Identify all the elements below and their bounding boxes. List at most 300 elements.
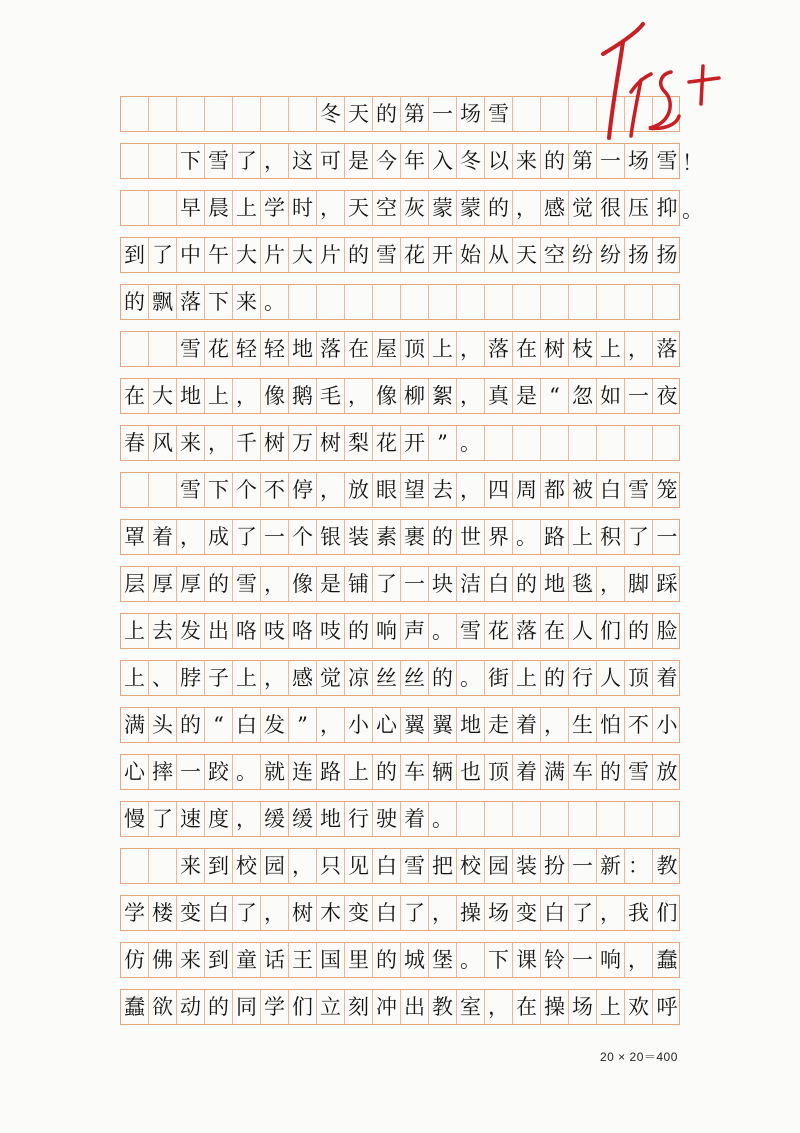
grid-cell: 去 <box>429 473 457 507</box>
grid-cell: 世 <box>457 520 485 554</box>
grid-cell <box>653 802 681 836</box>
grid-cell: 的 <box>429 661 457 695</box>
grid-cell <box>149 332 177 366</box>
grid-cell <box>653 426 681 460</box>
grid-cell: 里 <box>345 943 373 977</box>
grid-cell: 度 <box>205 802 233 836</box>
grid-cell: 白 <box>541 896 569 930</box>
grid-cell: 开 <box>401 426 429 460</box>
grid-cell: 子 <box>205 661 233 695</box>
grid-cell <box>457 802 485 836</box>
grid-cell: 的 <box>345 238 373 272</box>
grid-cell: 。 <box>457 661 485 695</box>
grid-cell: 树 <box>261 426 289 460</box>
grid-cell: 上 <box>121 661 149 695</box>
grid-cell: 呼 <box>656 994 678 1019</box>
grid-cell: ， <box>429 896 457 930</box>
grid-cell: 晨 <box>205 191 233 225</box>
grid-cell: 小 <box>656 712 678 737</box>
grid-cell: 周 <box>513 473 541 507</box>
grid-cell: 咯 <box>289 614 317 648</box>
grid-cell: 响 <box>597 943 625 977</box>
grid-cell: ： <box>625 849 653 883</box>
grid-cell: 的 <box>541 661 569 695</box>
grid-cell: ， <box>261 567 289 601</box>
grid-cell: 一 <box>401 567 429 601</box>
grid-row <box>120 378 680 414</box>
grid-cell <box>345 285 373 319</box>
grid-cell: 入 <box>429 144 457 178</box>
grid-cell: 片 <box>261 238 289 272</box>
grid-cell: 雪 <box>656 148 678 173</box>
grid-cell: 大 <box>149 379 177 413</box>
grid-cell <box>625 802 653 836</box>
grid-cell: 花 <box>373 426 401 460</box>
grid-cell: 蒙 <box>429 191 457 225</box>
grid-cell: 雪 <box>205 144 233 178</box>
grid-cell: 出 <box>205 614 233 648</box>
grid-cell: 四 <box>485 473 513 507</box>
grid-cell <box>121 473 149 507</box>
grid-cell: 街 <box>485 661 513 695</box>
grid-cell: 个 <box>233 473 261 507</box>
grid-cell: ” <box>429 426 457 460</box>
grid-cell <box>513 97 541 131</box>
grid-cell: 素 <box>373 520 401 554</box>
grid-cell: 到 <box>205 849 233 883</box>
grid-cell: 个 <box>289 520 317 554</box>
grid-cell: 童 <box>233 943 261 977</box>
grid-cell: 花 <box>205 332 233 366</box>
grid-cell: ， <box>485 990 513 1024</box>
grid-cell: 成 <box>205 520 233 554</box>
grid-cell: 早 <box>177 191 205 225</box>
grid-cell: 了 <box>233 520 261 554</box>
grid-cell: ， <box>345 379 373 413</box>
grid-cell: 轻 <box>261 332 289 366</box>
grid-cell: 学 <box>261 191 289 225</box>
grid-cell: 着 <box>656 665 678 690</box>
grid-cell: 树 <box>289 896 317 930</box>
grid-cell: ， <box>261 896 289 930</box>
grid-cell: 的 <box>541 144 569 178</box>
grid-cell: 块 <box>429 567 457 601</box>
grid-cell: 都 <box>541 473 569 507</box>
grid-cell <box>121 144 149 178</box>
grid-cell <box>569 426 597 460</box>
grid-cell: ， <box>233 379 261 413</box>
grid-cell: 压 <box>625 191 653 225</box>
margin-overflow-char: ！ <box>682 151 703 175</box>
grid-cell: ， <box>317 473 345 507</box>
grid-cell: 雪 <box>485 97 513 131</box>
grid-cell: 飘 <box>149 285 177 319</box>
grid-row <box>120 989 680 1025</box>
grid-cell: 铃 <box>541 943 569 977</box>
grid-row <box>120 660 680 696</box>
grade-stroke-2 <box>609 42 623 138</box>
grid-cell: 的 <box>345 614 373 648</box>
grid-cell: 的 <box>373 943 401 977</box>
grid-cell: 蒙 <box>457 191 485 225</box>
grid-cell: 冲 <box>373 990 401 1024</box>
grid-cell: 园 <box>485 849 513 883</box>
grid-cell <box>121 97 149 131</box>
grid-cell: 积 <box>597 520 625 554</box>
grid-cell: 地 <box>541 567 569 601</box>
grid-cell: 纷 <box>597 238 625 272</box>
grid-cell: 年 <box>401 144 429 178</box>
grid-cell: 了 <box>569 896 597 930</box>
grid-cell: 脸 <box>656 618 678 643</box>
grid-cell: 。 <box>429 614 457 648</box>
grid-cell <box>289 97 317 131</box>
grid-cell: 一 <box>656 524 678 549</box>
grid-cell: 开 <box>429 238 457 272</box>
grid-cell: 灰 <box>401 191 429 225</box>
grid-cell: 着 <box>513 708 541 742</box>
grid-row <box>120 942 680 978</box>
grid-cell: 花 <box>485 614 513 648</box>
grid-cell: ， <box>457 379 485 413</box>
grid-cell: 翼 <box>429 708 457 742</box>
grid-cell: 上 <box>513 661 541 695</box>
grid-cell: 人 <box>569 614 597 648</box>
grid-cell: 的 <box>597 755 625 789</box>
grid-cell: 了 <box>625 520 653 554</box>
grid-cell: 缓 <box>261 802 289 836</box>
grid-row <box>120 848 680 884</box>
grid-cell: 到 <box>121 238 149 272</box>
grid-cell: 着 <box>401 802 429 836</box>
grid-cell: 丝 <box>373 661 401 695</box>
grid-cell: 小 <box>345 708 373 742</box>
grid-row <box>120 566 680 602</box>
grid-cell: 觉 <box>317 661 345 695</box>
grid-cell: 路 <box>317 755 345 789</box>
grid-cell: ， <box>457 473 485 507</box>
grid-cell: 白 <box>373 896 401 930</box>
grid-cell: 望 <box>401 473 429 507</box>
grid-cell <box>121 332 149 366</box>
grid-row <box>120 707 680 743</box>
grid-cell: 罩 <box>121 520 149 554</box>
grid-cell: 跤 <box>205 755 233 789</box>
grid-cell: 地 <box>289 332 317 366</box>
grid-cell: 时 <box>289 191 317 225</box>
grid-cell: 、 <box>149 661 177 695</box>
grid-cell: 也 <box>457 755 485 789</box>
grid-row <box>120 331 680 367</box>
grid-cell: 洁 <box>457 567 485 601</box>
grid-cell: 白 <box>205 896 233 930</box>
grid-cell: ， <box>625 332 653 366</box>
grid-cell: 空 <box>541 238 569 272</box>
grid-cell: 变 <box>177 896 205 930</box>
grid-cell: 第 <box>569 144 597 178</box>
grid-cell: 教 <box>656 853 678 878</box>
grid-cell: 千 <box>233 426 261 460</box>
grid-cell: 场 <box>569 990 597 1024</box>
grid-cell <box>177 97 205 131</box>
grid-cell: 的 <box>121 285 149 319</box>
grid-cell: 我 <box>625 896 653 930</box>
grid-cell: 大 <box>233 238 261 272</box>
grid-cell: 。 <box>457 426 485 460</box>
grid-cell: 了 <box>149 802 177 836</box>
grid-cell: 的 <box>205 567 233 601</box>
grid-cell: 天 <box>345 191 373 225</box>
grid-cell: ， <box>233 802 261 836</box>
grid-cell: 一 <box>625 379 653 413</box>
grid-cell: 车 <box>569 755 597 789</box>
grid-row <box>120 472 680 508</box>
grid-cell: 国 <box>317 943 345 977</box>
grid-cell: 界 <box>485 520 513 554</box>
grid-cell: 仿 <box>121 943 149 977</box>
grid-cell: 脖 <box>177 661 205 695</box>
grid-cell: 雪 <box>625 755 653 789</box>
grid-cell: 辆 <box>429 755 457 789</box>
grid-cell <box>625 426 653 460</box>
grid-cell: 了 <box>373 567 401 601</box>
grid-cell: 春 <box>121 426 149 460</box>
grid-cell: 变 <box>345 896 373 930</box>
grid-cell: 的 <box>205 990 233 1024</box>
grid-cell: 落 <box>513 614 541 648</box>
grid-cell <box>541 426 569 460</box>
grid-cell: 放 <box>656 759 678 784</box>
grid-cell: 话 <box>261 943 289 977</box>
grid-cell: 树 <box>541 332 569 366</box>
grid-cell: 发 <box>177 614 205 648</box>
grid-cell <box>121 849 149 883</box>
grid-cell: 同 <box>233 990 261 1024</box>
grid-cell: 上 <box>233 191 261 225</box>
grid-cell: 咯 <box>233 614 261 648</box>
grid-cell: 白 <box>485 567 513 601</box>
grid-cell: 裹 <box>401 520 429 554</box>
grid-cell <box>597 426 625 460</box>
grid-cell: 速 <box>177 802 205 836</box>
grid-cell: 纷 <box>569 238 597 272</box>
grade-plus-v <box>701 66 703 104</box>
grid-cell: 缓 <box>289 802 317 836</box>
grid-cell: 校 <box>233 849 261 883</box>
grid-cell: 着 <box>149 520 177 554</box>
grid-cell <box>513 285 541 319</box>
grid-cell: ， <box>541 708 569 742</box>
grid-row <box>120 284 680 320</box>
grid-cell: 心 <box>121 755 149 789</box>
grid-cell: 上 <box>205 379 233 413</box>
grid-cell: 一 <box>429 97 457 131</box>
grid-cell: 天 <box>345 97 373 131</box>
grid-cell <box>373 285 401 319</box>
grid-cell: 忽 <box>569 379 597 413</box>
grid-cell: 雪 <box>177 332 205 366</box>
grid-row <box>120 801 680 837</box>
grid-cell: 的 <box>513 567 541 601</box>
grid-cell <box>401 285 429 319</box>
grid-cell: 了 <box>233 896 261 930</box>
grid-cell: 雪 <box>233 567 261 601</box>
grid-cell: 了 <box>233 144 261 178</box>
grid-cell: 连 <box>289 755 317 789</box>
grid-cell <box>625 285 653 319</box>
grid-cell: 扮 <box>541 849 569 883</box>
grid-cell: 。 <box>233 755 261 789</box>
grid-cell: 扬 <box>656 242 678 267</box>
grid-cell: 一 <box>177 755 205 789</box>
grid-cell: 的 <box>429 520 457 554</box>
grid-cell: 下 <box>205 285 233 319</box>
grid-cell <box>149 849 177 883</box>
grid-cell: 顶 <box>401 332 429 366</box>
grid-cell: 像 <box>289 567 317 601</box>
grid-cell: ， <box>625 943 653 977</box>
grid-cell <box>653 285 681 319</box>
grid-cell: 下 <box>205 473 233 507</box>
grid-cell: 不 <box>261 473 289 507</box>
grid-cell: 地 <box>177 379 205 413</box>
grid-cell: ， <box>177 520 205 554</box>
grid-cell: 见 <box>345 849 373 883</box>
grid-cell: 从 <box>485 238 513 272</box>
grid-cell: 在 <box>345 332 373 366</box>
grid-cell: 在 <box>513 990 541 1024</box>
grid-cell: 风 <box>149 426 177 460</box>
grid-cell <box>429 285 457 319</box>
grid-cell: 欢 <box>625 990 653 1024</box>
grid-cell: 在 <box>513 332 541 366</box>
grid-cell: 就 <box>261 755 289 789</box>
grid-cell: 在 <box>541 614 569 648</box>
grid-cell: 行 <box>569 661 597 695</box>
grid-cell: 空 <box>373 191 401 225</box>
grid-cell: 是 <box>513 379 541 413</box>
grid-cell: 堡 <box>429 943 457 977</box>
grid-cell: 顶 <box>625 661 653 695</box>
grid-cell: 们 <box>289 990 317 1024</box>
grid-cell: ， <box>289 849 317 883</box>
grid-row <box>120 519 680 555</box>
grid-cell: 生 <box>569 708 597 742</box>
grid-cell: 下 <box>177 144 205 178</box>
grid-cell: 学 <box>121 896 149 930</box>
grid-cell: 上 <box>597 990 625 1024</box>
grid-cell: 欲 <box>149 990 177 1024</box>
grid-cell: 驶 <box>373 802 401 836</box>
grid-row <box>120 425 680 461</box>
grid-cell: 白 <box>373 849 401 883</box>
grid-cell <box>541 802 569 836</box>
grid-cell: 们 <box>656 900 678 925</box>
grid-cell: 白 <box>597 473 625 507</box>
grid-cell: 上 <box>569 520 597 554</box>
grid-cell: 天 <box>513 238 541 272</box>
grid-cell: 梨 <box>345 426 373 460</box>
grid-cell: 摔 <box>149 755 177 789</box>
grid-cell: 感 <box>541 191 569 225</box>
grid-cell: 木 <box>317 896 345 930</box>
margin-overflow-char: 。 <box>682 198 703 222</box>
grid-cell: 上 <box>345 755 373 789</box>
grid-cell: ， <box>261 144 289 178</box>
grid-cell: 的 <box>373 97 401 131</box>
grid-cell: ， <box>261 661 289 695</box>
grid-cell: 是 <box>317 567 345 601</box>
grid-cell: 路 <box>541 520 569 554</box>
grid-cell: 如 <box>597 379 625 413</box>
grid-cell: 们 <box>597 614 625 648</box>
grid-cell: 立 <box>317 990 345 1024</box>
grid-cell: 操 <box>457 896 485 930</box>
grid-cell: 不 <box>625 708 653 742</box>
grid-cell: 觉 <box>569 191 597 225</box>
grid-cell: 慢 <box>121 802 149 836</box>
grid-cell: 像 <box>373 379 401 413</box>
grid-cell: 脚 <box>625 567 653 601</box>
grid-cell: 来 <box>513 144 541 178</box>
grid-cell: 今 <box>373 144 401 178</box>
grid-cell: 满 <box>121 708 149 742</box>
grid-cell: 眼 <box>373 473 401 507</box>
grid-cell: 响 <box>373 614 401 648</box>
grade-plus-h <box>689 78 719 82</box>
grid-cell: ， <box>317 708 345 742</box>
grid-row <box>120 190 680 226</box>
grid-cell: 心 <box>373 708 401 742</box>
grid-cell: 冬 <box>317 97 345 131</box>
grid-cell: 吱 <box>261 614 289 648</box>
grid-cell <box>541 97 569 131</box>
grid-cell: 地 <box>457 708 485 742</box>
grid-cell: 踩 <box>656 571 678 596</box>
grid-cell: 。 <box>429 802 457 836</box>
grid-cell: 课 <box>513 943 541 977</box>
grid-cell: 落 <box>656 336 678 361</box>
grid-cell: 场 <box>457 97 485 131</box>
grid-cell <box>485 426 513 460</box>
grid-cell: 轻 <box>233 332 261 366</box>
grid-cell <box>149 473 177 507</box>
grid-cell <box>597 802 625 836</box>
grid-row <box>120 754 680 790</box>
grid-cell: 毛 <box>317 379 345 413</box>
grid-cell: 翼 <box>401 708 429 742</box>
grid-cell: 一 <box>261 520 289 554</box>
grid-cell: 笼 <box>656 477 678 502</box>
grid-cell <box>289 285 317 319</box>
word-count-label: 20 × 20＝400 <box>600 1050 678 1064</box>
grid-cell: 车 <box>401 755 429 789</box>
grid-cell: “ <box>541 379 569 413</box>
grid-cell: 放 <box>345 473 373 507</box>
grid-cell: 地 <box>317 802 345 836</box>
grid-cell: 着 <box>513 755 541 789</box>
grid-cell: 落 <box>317 332 345 366</box>
grid-cell: 冬 <box>457 144 485 178</box>
grid-cell: 只 <box>317 849 345 883</box>
grid-cell: 校 <box>457 849 485 883</box>
grid-cell: 把 <box>429 849 457 883</box>
grid-cell: 一 <box>569 943 597 977</box>
grid-cell: 雪 <box>625 473 653 507</box>
grid-cell: 动 <box>177 990 205 1024</box>
grid-cell: 顶 <box>485 755 513 789</box>
grid-cell: 屋 <box>373 332 401 366</box>
